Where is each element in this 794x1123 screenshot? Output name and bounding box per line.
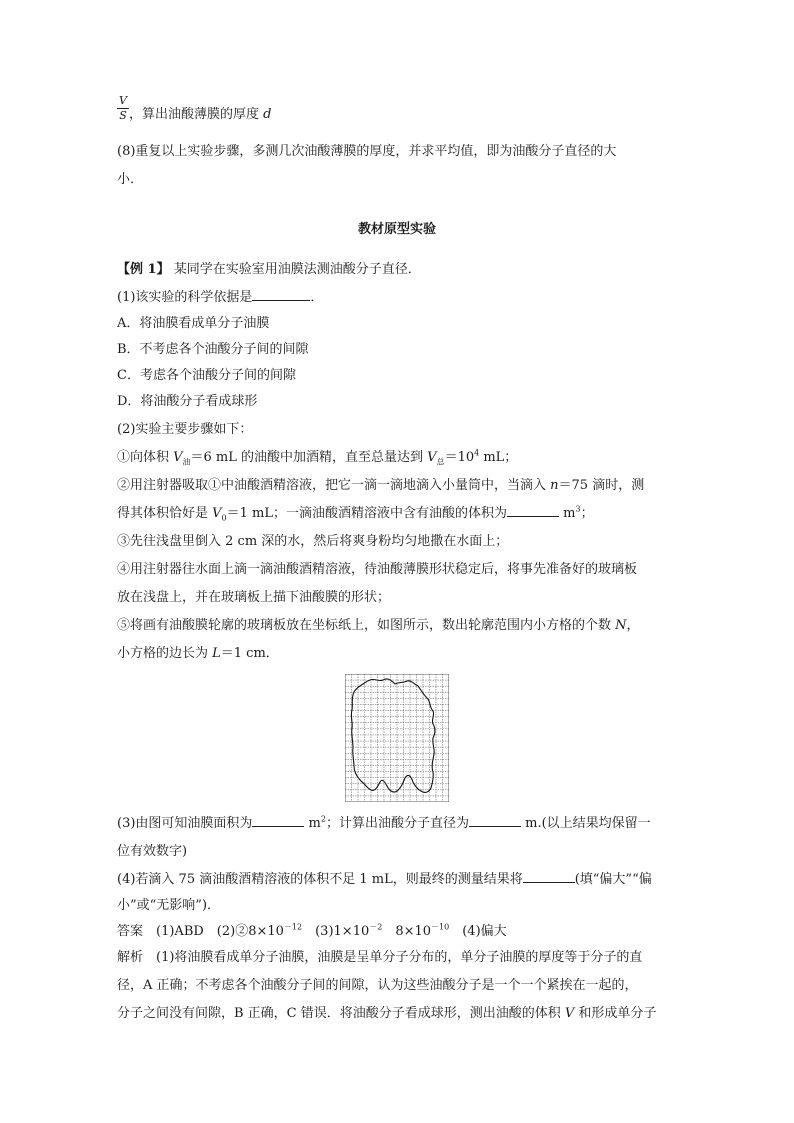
step-3: ③先往浅盘里倒入 2 cm 深的水，然后将爽身粉均匀地撒在水面上；: [117, 534, 509, 549]
analysis-line3: [117, 1004, 656, 1024]
question-3-a: (3)由图可知油膜面积为: [117, 816, 253, 831]
section-title: 教材原型实验: [357, 222, 436, 237]
answer-label: 答案: [117, 924, 144, 939]
analysis-text-1: (1)将油膜看成单分子油膜，油膜是呈单分子分布的，单分子油膜的厚度等于分子的直: [143, 950, 643, 965]
answer-text-b: (3)1×10: [302, 924, 370, 939]
step-5-line2: [117, 644, 279, 664]
question-3-d: m.(以上结果均保留一: [521, 816, 651, 831]
analysis-text-3: 分子之间没有间隙，B 正确，C 错误．将油酸分子看成球形，测出油酸的体积: [117, 1006, 565, 1021]
oil-film-grid-figure: [345, 674, 449, 802]
sub-oil: 油: [182, 457, 191, 467]
step-2-a: ②用注射器吸取①中油酸酒精溶液，把它一滴一滴地滴入小量筒中，当滴入: [117, 478, 551, 493]
question-4-b: (填“偏大”“偏: [574, 872, 652, 887]
step-2-d: ＝1 mL；一滴油酸酒精溶液中含有油酸的体积为: [226, 506, 507, 521]
thickness-line: [129, 105, 271, 125]
step-5-b: ，: [626, 618, 640, 633]
example-head-text: 某同学在实验室用油膜法测油酸分子直径．: [169, 262, 421, 277]
step-2-line1: [117, 476, 644, 496]
step-5-d: ＝1 cm．: [220, 646, 279, 661]
answer-blank: [507, 504, 559, 517]
answer-blank: [252, 288, 310, 301]
question-1-end: ．: [310, 290, 324, 305]
question-3-b: m: [304, 816, 321, 831]
fraction-numerator: V: [119, 94, 127, 107]
step-1-b: ＝6 mL 的油酸中加酒精，直至总量达到: [190, 450, 428, 465]
answer-text-a: (1)ABD (2)②8×10: [143, 924, 284, 939]
step-2-line2: [117, 504, 594, 524]
thickness-text: ，算出油酸薄膜的厚度: [129, 107, 264, 122]
step8-line1: (8)重复以上实验步骤，多测几次油酸薄膜的厚度，并求平均值，即为油酸分子直径的大: [117, 144, 617, 159]
var-v-oil: V: [173, 450, 183, 465]
example-heading: [117, 260, 421, 280]
question-3-c: ；计算出油酸分子直径为: [325, 816, 469, 831]
step-1-a: ①向体积: [117, 450, 174, 465]
question-3-line2: 位有效数字): [117, 844, 188, 859]
answer-line: [117, 922, 507, 942]
sup-exp: 4: [474, 448, 480, 458]
var-v-total: V: [427, 450, 437, 465]
step-5-c: 小方格的边长为: [117, 646, 213, 661]
question-4-a: (4)若滴入 75 滴油酸酒精溶液的体积不足 1 mL，则最终的测量结果将: [117, 872, 523, 887]
example-tag: 【例 1】: [117, 262, 170, 277]
question-3-line1: [117, 814, 651, 834]
step-2-b: ＝75 滴时，测: [558, 478, 645, 493]
analysis-label: 解析: [117, 950, 144, 965]
step-2-e: m: [559, 506, 576, 521]
step8-line2: 小．: [117, 172, 144, 187]
analysis-text-3b: 和形成单分子: [574, 1006, 657, 1021]
answer-blank: [523, 870, 575, 883]
oil-film-outline: [351, 679, 435, 793]
var-v-oil-volume: V: [564, 1006, 575, 1021]
sup-cube: 3: [575, 504, 581, 514]
option-b: B．不考虑各个油酸分子间的间隙: [117, 342, 309, 357]
answer-sup-2: －2: [369, 922, 383, 932]
option-d: D．将油酸分子看成球形: [117, 394, 258, 409]
thickness-var: d: [263, 107, 272, 122]
question-1: [117, 288, 323, 308]
fraction-v-over-s: [117, 95, 129, 122]
sup-square: 2: [320, 814, 326, 824]
answer-blank: [469, 814, 521, 827]
question-4-line1: [117, 870, 652, 890]
step-2-f: ；: [580, 506, 594, 521]
sub-total: 总: [436, 457, 445, 467]
step-1: [117, 448, 517, 468]
var-v0: V: [212, 506, 222, 521]
var-l: L: [212, 646, 221, 661]
step-1-d: mL；: [479, 450, 518, 465]
answer-text-c: 8×10: [382, 924, 432, 939]
var-n-count: N: [615, 618, 627, 633]
var-n: n: [550, 478, 559, 493]
question-1-text: (1)该实验的科学依据是: [117, 290, 253, 305]
analysis-line1: [117, 948, 642, 968]
step-4-line2: 放在浅盘上，并在玻璃板上描下油酸膜的形状；: [117, 590, 391, 605]
step-5-line1: [117, 616, 640, 636]
answer-text-d: (4)偏大: [449, 924, 507, 939]
answer-sup-1: －12: [283, 922, 303, 932]
step-1-c: ＝10: [444, 450, 475, 465]
fraction-denominator: S: [119, 109, 127, 122]
question-2: (2)实验主要步骤如下：: [117, 422, 253, 437]
option-c: C．考虑各个油酸分子间的间隙: [117, 368, 296, 383]
analysis-line2: 径，A 正确；不考虑各个油酸分子间的间隙，认为这些油酸分子是一个一个紧挨在一起的，: [117, 978, 638, 993]
sub-zero: 0: [221, 513, 227, 523]
question-4-line2: 小”或“无影响”)．: [117, 898, 221, 913]
answer-sup-3: －10: [431, 922, 450, 932]
answer-blank: [252, 814, 304, 827]
step-4-line1: ④用注射器往水面上滴一滴油酸酒精溶液，待油酸薄膜形状稳定后，将事先准备好的玻璃板: [117, 562, 638, 577]
step-2-c: 得其体积恰好是: [117, 506, 213, 521]
step-5-a: ⑤将画有油酸膜轮廓的玻璃板放在坐标纸上，如图所示，数出轮廓范围内小方格的个数: [117, 618, 616, 633]
option-a: A．将油膜看成单分子油膜: [117, 316, 270, 331]
